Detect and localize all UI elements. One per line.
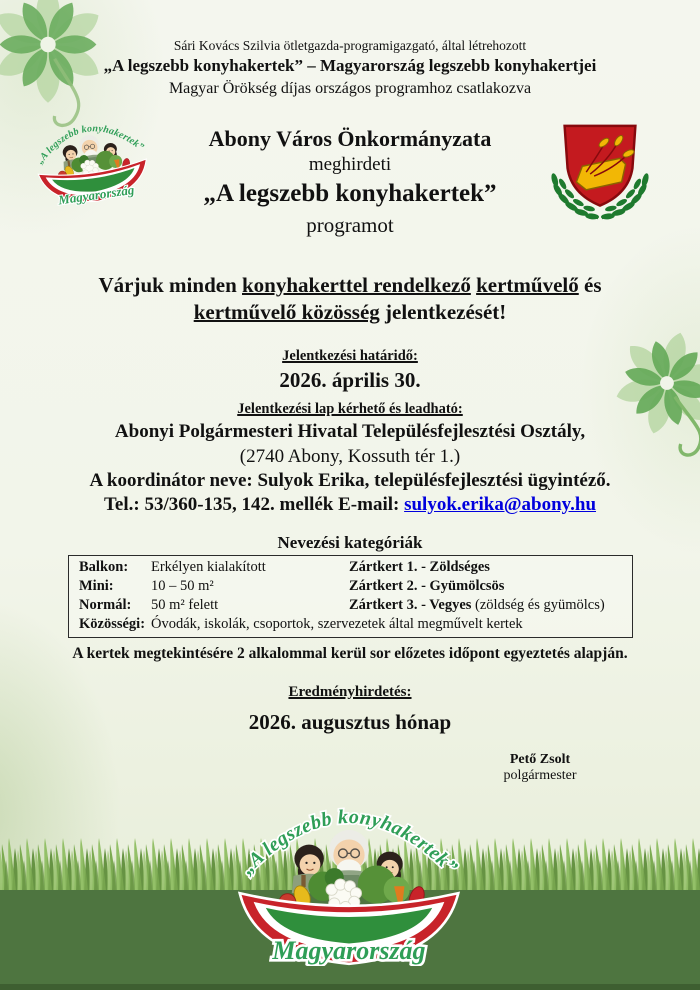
logo-country-text: Magyarország xyxy=(57,181,136,208)
deadline-label: Jelentkezési határidő: xyxy=(282,348,418,364)
category-label: Balkon: xyxy=(79,559,129,575)
application-form-label: Jelentkezési lap kérhető és leadható: xyxy=(237,401,463,417)
program-logo-large xyxy=(219,784,479,966)
category-zartkert: Zártkert 1. - Zöldséges xyxy=(349,559,490,575)
table-row xyxy=(79,596,632,615)
mayor-title: polgármester xyxy=(503,768,577,783)
contact-prefix: Tel.: 53/360-135, 142. mellék E-mail: xyxy=(103,494,405,515)
category-desc: 10 – 50 m² xyxy=(151,578,214,594)
category-desc: Erkélyen kialakított xyxy=(151,559,266,575)
results-label: Eredményhirdetés: xyxy=(288,684,412,700)
invitation-segment: jelentkezését! xyxy=(379,300,507,324)
invitation-segment: és xyxy=(578,273,602,297)
category-desc: Óvodák, iskolák, csoportok, szervezetek által megművelt kertek xyxy=(151,616,523,632)
header-program-title: „A legszebb konyhakertek” – Magyarország legszebb konyhakertjei xyxy=(103,56,597,75)
category-label: Közösségi: xyxy=(79,616,146,632)
categories-title: Nevezési kategóriák xyxy=(277,533,423,552)
deadline-date: 2026. április 30. xyxy=(279,368,421,392)
office-name: Abonyi Polgármesteri Hivatal Településfejlesztési Osztály, xyxy=(114,421,586,442)
category-zartkert: Zártkert 3. - Vegyes (zöldség és gyümölcs) xyxy=(349,597,605,613)
table-row xyxy=(79,577,632,596)
category-label: Mini: xyxy=(79,578,114,594)
header-heritage-line: Magyar Örökség díjas országos programhoz csatlakozva xyxy=(168,80,532,97)
program-name: „A legszebb konyhakertek” xyxy=(203,180,497,207)
category-label: Normál: xyxy=(79,597,132,613)
results-date: 2026. augusztus hónap xyxy=(248,710,452,734)
coordinator-line: A koordinátor neve: Sulyok Erika, településfejlesztési ügyintéző. xyxy=(89,470,611,491)
invitation-underlined: kertművelő xyxy=(476,273,579,297)
logo-arc-text: „A legszebb konyhakertek” xyxy=(34,123,146,167)
table-row xyxy=(79,558,632,577)
visit-note: A kertek megtekintésére 2 alkalommal kerül sor előzetes időpont egyeztetés alapján. xyxy=(72,645,628,662)
logo-arc-text: „A legszebb konyhakertek” xyxy=(236,805,462,879)
contact-line xyxy=(0,494,700,516)
announce-verb: meghirdeti xyxy=(308,154,392,175)
logo-country-text: Magyarország xyxy=(272,936,426,966)
municipality-name: Abony Város Önkormányzata xyxy=(208,126,492,151)
office-address: (2740 Abony, Kossuth tér 1.) xyxy=(239,446,461,467)
abony-coat-of-arms-icon xyxy=(541,121,659,231)
flower-decoration-icon xyxy=(606,326,700,464)
invitation-underlined: kertművelő közösség xyxy=(193,300,380,324)
footer-edge xyxy=(0,984,700,990)
invitation-text xyxy=(30,272,670,326)
category-zartkert: Zártkert 2. - Gyümölcsös xyxy=(349,578,505,594)
header-founder-line: Sári Kovács Szilvia ötletgazda-programigazgató, által létrehozott xyxy=(173,38,527,53)
table-row xyxy=(79,615,632,634)
categories-table xyxy=(68,555,633,638)
invitation-segment: Várjuk minden xyxy=(98,273,242,297)
program-object: programot xyxy=(306,213,394,237)
invitation-underlined: konyhakerttel rendelkező xyxy=(242,273,471,297)
signature-block xyxy=(470,752,610,784)
category-desc: 50 m² felett xyxy=(151,597,219,613)
email-link[interactable]: sulyok.erika@abony.hu xyxy=(404,494,597,515)
mayor-name: Pető Zsolt xyxy=(509,752,571,767)
